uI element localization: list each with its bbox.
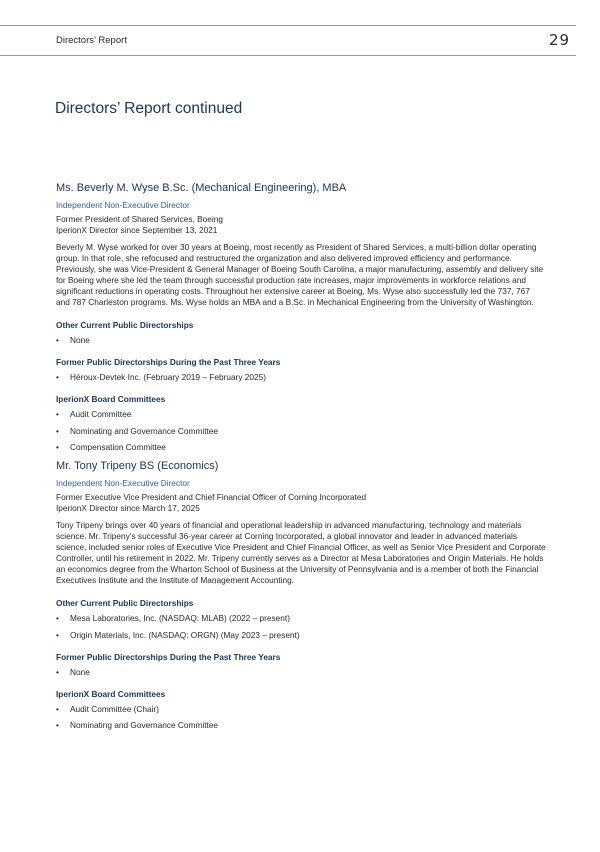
- board-committees-list: [56, 704, 546, 731]
- list-item: • Audit Committee: [56, 409, 546, 419]
- list-item: • Nominating and Governance Committee: [56, 720, 546, 730]
- header-section-label: Directors’ Report: [56, 35, 127, 46]
- list-item: • None: [56, 335, 546, 345]
- director-former-line: Former President of Shared Services, Boeing: [56, 214, 223, 224]
- past-directorships-title: Former Public Directorships During the Past Three Years: [56, 357, 281, 367]
- list-item: • Compensation Committee: [56, 442, 546, 452]
- director-profile-tripeny: [56, 460, 546, 730]
- director-former-line: Former Executive Vice President and Chief Financial Officer of Corning Incorporated: [56, 492, 367, 502]
- director-name: Mr. Tony Tripeny BS (Economics): [56, 460, 219, 472]
- page-title: Directors’ Report continued: [55, 100, 243, 117]
- director-name: Ms. Beverly M. Wyse B.Sc. (Mechanical Engineering), MBA: [56, 182, 347, 194]
- director-bio: Beverly M. Wyse worked for over 30 years at Boeing, most recently as President of Shared Services, a multi-billion dollar operating group. In that role, she refocused and restructured the organization and also delivered improved efficiency and performance. Previously, she was Vice-President & General Manager of Boeing South Carolina, a major manufacturing, assembly and delivery site for Boeing where she led the team through successful production rate increases, major improvements in workforce relations and significant reductions in operating costs. Throughout her extensive career at Boeing, Ms. Wyse also successfully led the 737, 767 and 787 Charleston programs. Ms. Wyse holds an MBA and a B.Sc. in Mechanical Engineering from the University of Washington.: [56, 242, 544, 307]
- director-since-line: IperionX Director since March 17, 2025: [56, 503, 200, 513]
- list-item: • Nominating and Governance Committee: [56, 426, 546, 436]
- header-bottom-rule: [0, 55, 576, 56]
- list-item: • Audit Committee (Chair): [56, 704, 546, 714]
- director-bio: Tony Tripeny brings over 40 years of financial and operational leadership in advanced manufacturing, technology and materials science. Mr. Tripeny’s successful 36-year career at Corning Incorporated, a global innovator and leader in advanced materials science, included senior roles of Executive Vice President and Chief Financial Officer, as well as Senior Vice President and Corporate Controller, until his retirement in 2022. Mr. Tripeny currently serves as a Director at Mesa Laboratories and Origin Materials. He holds an economics degree from the Wharton School of Business at the University of Pennsylvania and is a member of both the Financial Executives Institute and the Institute of Management Accounting.: [56, 520, 546, 585]
- director-role: Independent Non-Executive Director: [56, 200, 190, 210]
- current-directorships-list: [56, 335, 546, 345]
- list-item: • Origin Materials, Inc. (NASDAQ: ORGN) (May 2023 – present): [56, 630, 546, 640]
- current-directorships-title: Other Current Public Directorships: [56, 320, 194, 330]
- directors-content: [56, 182, 546, 742]
- director-since-line: IperionX Director since September 13, 2021: [56, 225, 218, 235]
- current-directorships-list: [56, 613, 546, 640]
- board-committees-list: [56, 409, 546, 452]
- director-profile-wyse: [56, 182, 546, 452]
- header-top-rule: [0, 25, 576, 26]
- director-former-position: [56, 214, 546, 236]
- past-directorships-list: [56, 667, 546, 677]
- list-item: • Mesa Laboratories, Inc. (NASDAQ: MLAB) (2022 – present): [56, 613, 546, 623]
- page-number: 29: [549, 31, 571, 49]
- director-role: Independent Non-Executive Director: [56, 478, 190, 488]
- past-directorships-title: Former Public Directorships During the Past Three Years: [56, 651, 281, 662]
- list-item: • Héroux-Devtek Inc. (February 2019 – February 2025): [56, 372, 546, 382]
- current-directorships-title: Other Current Public Directorships: [56, 598, 194, 608]
- board-committees-title: IperionX Board Committees: [56, 688, 166, 699]
- director-former-position: [56, 492, 546, 514]
- list-item: • None: [56, 667, 546, 677]
- board-committees-title: IperionX Board Committees: [56, 394, 166, 404]
- past-directorships-list: [56, 372, 546, 382]
